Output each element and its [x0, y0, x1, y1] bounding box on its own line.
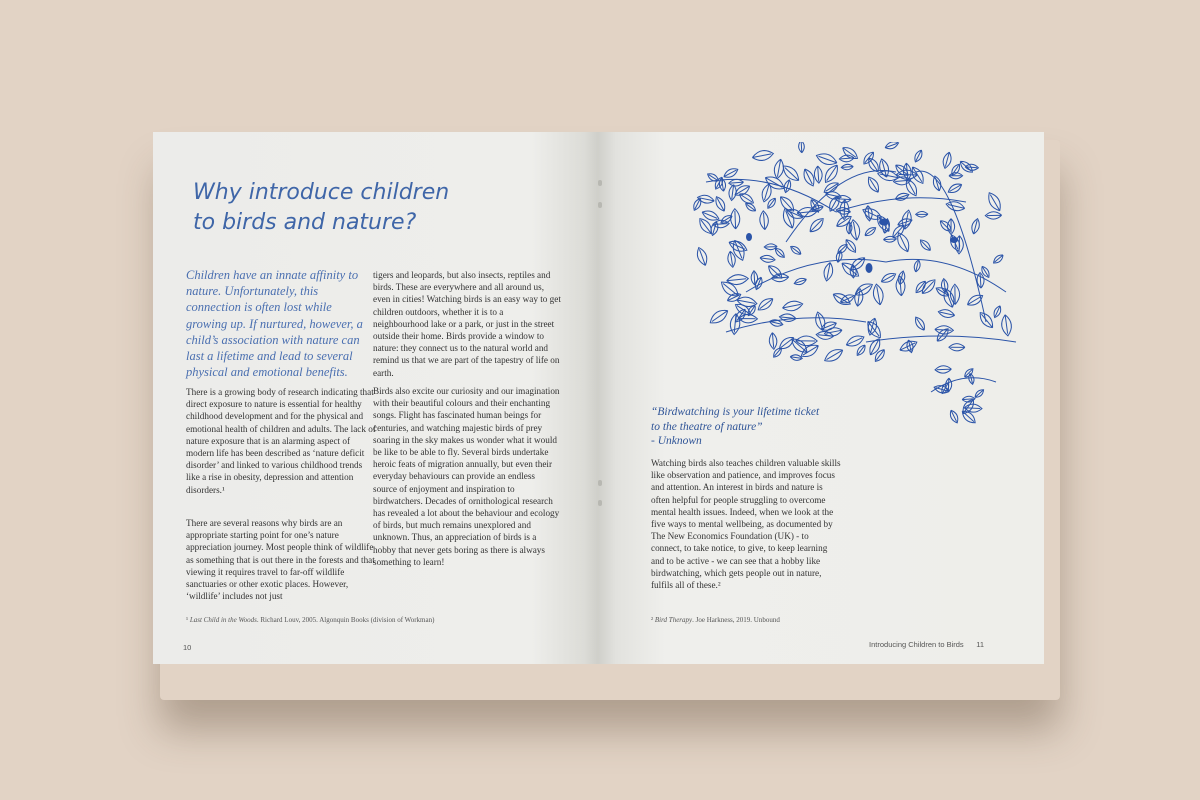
page-number: 10: [183, 643, 192, 652]
footnote-title: Bird Therapy: [654, 616, 693, 624]
staple: [598, 180, 602, 186]
bird-icon: [879, 219, 889, 226]
bird-icon: [866, 263, 873, 273]
footnote-title: Last Child in the Woods: [189, 616, 257, 624]
footnote-mark: ¹: [186, 616, 189, 624]
column2-paragraph-2: Birds also excite our curiosity and our imagination with their beautiful colours and their enchanting songs. Flight has fascinated human beings for centuries, and watching majestic birds of prey soaring in the sky makes us wonder what it would be like to be able to fly. Several birds undertake heroic feats of migration annually, but even their everyday behaviours can provide an endless source of enjoyment and inspiration to birdwatchers. Decades of ornithological research has revealed a lot about the behaviour and ecology of birds, but much remains unexplored and unknown. Thus, an appreciation of birds is a hobby that never gets boring as there is always something to learn!: [373, 386, 560, 567]
quote-attribution: - Unknown: [651, 435, 702, 447]
page-title: [193, 178, 493, 238]
intro-paragraph: Children have an innate affinity to nature. Unfortunately, this connection is often lost while growing up. If nurtured, however, a child’s association with nature can last a lifetime and lead to several physical and emotional benefits.: [186, 268, 363, 380]
title-line-2: to birds and nature?: [193, 210, 417, 235]
quote-line-2: to the theatre of nature”: [651, 420, 763, 433]
body-paragraph-1: There is a growing body of research indicating that direct exposure to nature is essential for healthy childhood development and for the physical and emotional health of children and adults. The lack of nature exposure that is an alarming aspect of modern life has been described as ‘nature deficit disorder’ and linked to various childhood trends like a rise in obesity, depression and attention disorders.¹: [186, 387, 376, 495]
title-line-1: Why introduce children: [193, 180, 450, 205]
column2-paragraph-1: tigers and leopards, but also insects, reptiles and birds. These are everywhere and all around us, even in cities! Watching birds is an easy way to get children outdoors, whether it is to a neighbourhood lake or a park, or just in the street outside their home. Birds provide a window to nature: they connect us to the natural world and remind us that we are part of the tapestry of life on earth.: [373, 270, 561, 378]
binding-staples: [596, 180, 604, 510]
bird-icon: [950, 237, 958, 243]
right-page: [598, 132, 1044, 664]
running-header: [869, 640, 984, 649]
pull-quote: [651, 405, 851, 449]
bird-icon: [746, 233, 752, 241]
footnote-citation: . Richard Louv, 2005. Algonquin Books (division of Workman): [256, 616, 435, 624]
footnote: [186, 616, 566, 625]
body-paragraph: Watching birds also teaches children valuable skills like observation and patience, and improves focus and attention. An interest in birds and nature is often helpful for people struggling to overcome mental health issues. Indeed, when we look at the five ways to mental wellbeing, as documented by The New Economics Foundation (UK) - to connect, to take notice, to give, to keep learning and to be active - we can see that a hobby like birdwatching, which gets people out in nature, fulfils all of these.²: [651, 458, 841, 591]
page-number: 11: [976, 640, 984, 649]
tree-branch-illustration: [686, 142, 1026, 442]
staple: [598, 202, 602, 208]
footnote: [651, 616, 951, 625]
staple: [598, 480, 602, 486]
footnote-mark: ²: [651, 616, 654, 624]
left-page: [153, 132, 598, 664]
running-header-title: Introducing Children to Birds: [869, 640, 964, 649]
staple: [598, 500, 602, 506]
body-paragraph-2: There are several reasons why birds are an appropriate starting point for one’s nature appreciation journey. Most people think of wildlife as something that is out there in the forests and that viewing it requires travel to far-off wildlife sanctuaries or other exotic places. However, ‘wildlife’ includes not just: [186, 518, 375, 602]
footnote-citation: . Joe Harkness, 2019. Unbound: [692, 616, 780, 624]
quote-line-1: “Birdwatching is your lifetime ticket: [651, 406, 820, 418]
